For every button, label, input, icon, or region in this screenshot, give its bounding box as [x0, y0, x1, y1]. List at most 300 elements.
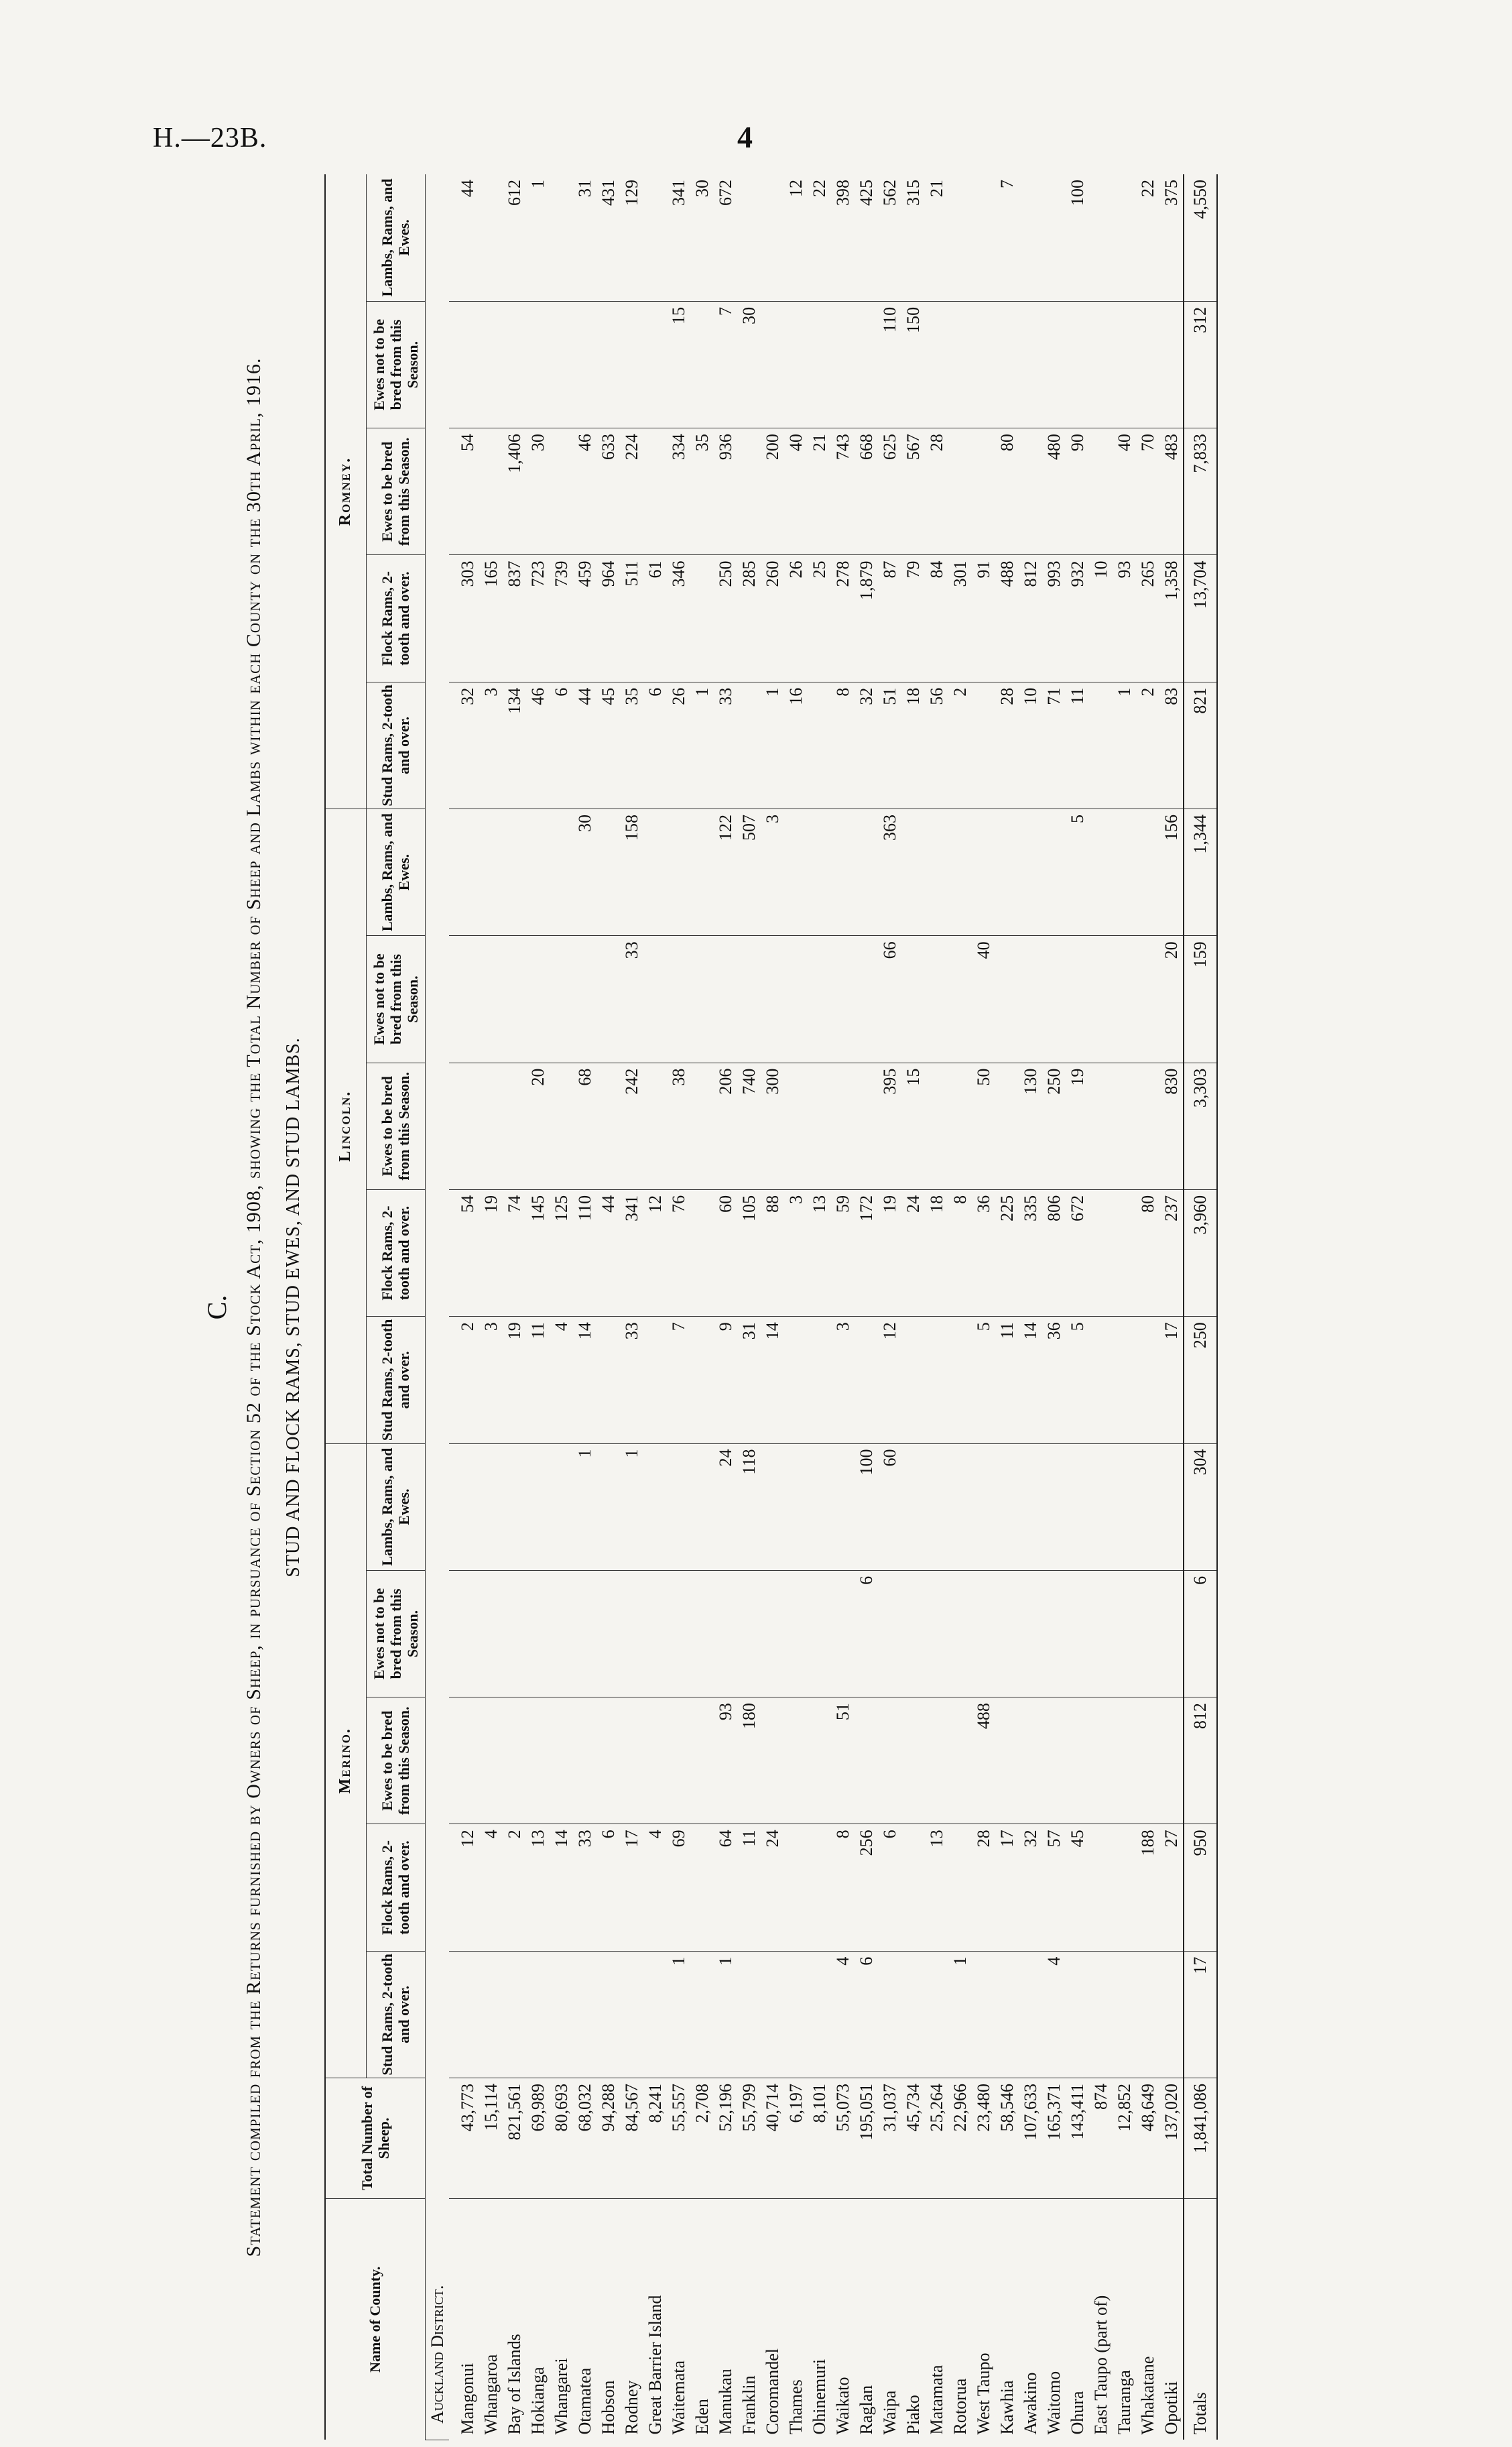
- table-cell: 17: [1159, 1317, 1184, 1443]
- table-cell: 936: [714, 428, 737, 555]
- table-cell: [972, 174, 995, 301]
- header-romney-col-5: Lambs, Rams, and Ewes.: [366, 174, 426, 301]
- table-cell: 25: [808, 555, 831, 682]
- table-cell: [503, 936, 526, 1063]
- table-row: [855, 174, 878, 2440]
- table-cell: 32: [1019, 1824, 1042, 1951]
- table-cell: 60: [878, 1443, 901, 1570]
- table-cell: 19: [1066, 1063, 1089, 1189]
- table-cell: 40: [972, 936, 995, 1063]
- table-cell: [808, 1697, 831, 1824]
- county-name: Whakatane: [1138, 2356, 1158, 2435]
- table-cell: [479, 936, 503, 1063]
- table-cell: 13: [808, 1189, 831, 1316]
- table-cell: [1089, 1189, 1113, 1316]
- table-cell: [948, 1570, 972, 1697]
- table-cell: 110: [573, 1189, 596, 1316]
- table-row: [1113, 174, 1136, 2440]
- table-cell: 180: [737, 1697, 761, 1824]
- table-cell: [1159, 301, 1184, 428]
- table-cell: [808, 1443, 831, 1570]
- table-cell: [1042, 174, 1066, 301]
- table-cell: 36: [972, 1189, 995, 1316]
- table-cell: 33: [620, 936, 643, 1063]
- table-cell: 301: [948, 555, 972, 682]
- table-cell: 55,557: [667, 2078, 690, 2199]
- table-cell: 44: [596, 1189, 620, 1316]
- table-cell: [1113, 809, 1136, 936]
- table-cell: 6: [878, 1824, 901, 1951]
- table-cell: 8: [831, 682, 855, 809]
- county-name: Waikato: [833, 2377, 853, 2435]
- table-cell: [784, 1063, 808, 1189]
- table-cell: [784, 301, 808, 428]
- table-cell: [995, 301, 1019, 428]
- table-cell: [1136, 1063, 1159, 1189]
- table-cell: [831, 1570, 855, 1697]
- county-name: Awakino: [1021, 2372, 1041, 2435]
- table-cell: [503, 1063, 526, 1189]
- table-cell: 93: [1113, 555, 1136, 682]
- table-row: [714, 174, 737, 2440]
- table-cell: [479, 1443, 503, 1570]
- table-cell: 68,032: [573, 2078, 596, 2199]
- table-cell: 122: [714, 809, 737, 936]
- table-cell: [808, 1951, 831, 2078]
- table-cell: [1019, 301, 1042, 428]
- table-cell: 55,073: [831, 2078, 855, 2199]
- table-cell: 1,406: [503, 428, 526, 555]
- table-cell: 19: [878, 1189, 901, 1316]
- table-cell: 1: [667, 1951, 690, 2078]
- table-cell: [808, 301, 831, 428]
- table-cell: [479, 301, 503, 428]
- table-cell: [573, 936, 596, 1063]
- table-cell: 567: [901, 428, 925, 555]
- table-cell: [526, 936, 550, 1063]
- header-lincoln: Lincoln.: [325, 809, 367, 1443]
- table-cell: 425: [855, 174, 878, 301]
- table-cell: [901, 1824, 925, 1951]
- table-row: [1136, 174, 1159, 2440]
- table-cell: [1113, 1443, 1136, 1570]
- table-cell: [948, 936, 972, 1063]
- table-cell: 36: [1042, 1317, 1066, 1443]
- table-cell: 24: [714, 1443, 737, 1570]
- table-cell: 672: [1066, 1189, 1089, 1316]
- table-cell: [1136, 1697, 1159, 1824]
- table-cell: 303: [449, 555, 479, 682]
- table-cell: 8: [831, 1824, 855, 1951]
- table-cell: 80: [1136, 1189, 1159, 1316]
- table-cell: 250: [714, 555, 737, 682]
- table-cell: 821,561: [503, 2078, 526, 2199]
- table-cell: [831, 809, 855, 936]
- table-cell: 56: [925, 682, 948, 809]
- table-cell: [1066, 1697, 1089, 1824]
- table-cell: [503, 1443, 526, 1570]
- table-cell: 964: [596, 555, 620, 682]
- table-cell: [761, 174, 784, 301]
- header-merino: Merino.: [325, 1443, 367, 2078]
- table-row: [526, 174, 550, 2440]
- table-cell: 250: [1042, 1063, 1066, 1189]
- table-cell: [855, 1063, 878, 1189]
- table-cell: 33: [573, 1824, 596, 1951]
- table-cell: 21: [808, 428, 831, 555]
- header-lincoln-col-4: Ewes not to be bred from this Season.: [366, 936, 426, 1063]
- table-cell: 2: [503, 1824, 526, 1951]
- table-cell: [1066, 1951, 1089, 2078]
- table-cell: [948, 1824, 972, 1951]
- table-cell: 44: [449, 174, 479, 301]
- table-cell: 488: [972, 1697, 995, 1824]
- table-cell: [667, 1697, 690, 1824]
- table-cell: [808, 1824, 831, 1951]
- table-cell: 70: [1136, 428, 1159, 555]
- table-cell: 14: [1019, 1317, 1042, 1443]
- table-cell: [855, 1697, 878, 1824]
- table-cell: 1: [714, 1951, 737, 2078]
- table-cell: 52,196: [714, 2078, 737, 2199]
- table-cell: [808, 1063, 831, 1189]
- table-cell: 125: [550, 1189, 573, 1316]
- table-cell: [596, 1697, 620, 1824]
- table-cell: 80: [995, 428, 1019, 555]
- header-lincoln-col-2: Flock Rams, 2-tooth and over.: [366, 1189, 426, 1316]
- table-cell: 335: [1019, 1189, 1042, 1316]
- table-cell: [1019, 174, 1042, 301]
- table-cell: [526, 1443, 550, 1570]
- table-cell: 172: [855, 1189, 878, 1316]
- header-lincoln-col-3: Ewes to be bred from this Season.: [366, 1063, 426, 1189]
- table-cell: 14: [550, 1824, 573, 1951]
- table-cell: [948, 1697, 972, 1824]
- table-cell: 16: [784, 682, 808, 809]
- table-cell: 612: [503, 174, 526, 301]
- table-cell: [550, 1443, 573, 1570]
- table-cell: [550, 936, 573, 1063]
- table-cell: 740: [737, 1063, 761, 1189]
- table-cell: 6: [1184, 1570, 1217, 1697]
- table-cell: 13: [526, 1824, 550, 1951]
- county-name: Waitomo: [1044, 2371, 1064, 2435]
- table-cell: 23,480: [972, 2078, 995, 2199]
- table-cell: 2: [948, 682, 972, 809]
- table-cell: [855, 301, 878, 428]
- table-cell: [550, 301, 573, 428]
- table-cell: [479, 1570, 503, 1697]
- table-cell: [643, 174, 667, 301]
- table-cell: [808, 809, 831, 936]
- table-row: [1066, 174, 1089, 2440]
- table-cell: 3: [479, 1317, 503, 1443]
- table-cell: 30: [737, 301, 761, 428]
- table-cell: 4: [479, 1824, 503, 1951]
- table-cell: [995, 1443, 1019, 1570]
- table-cell: [1089, 936, 1113, 1063]
- county-name: Raglan: [857, 2385, 877, 2435]
- table-cell: 45,734: [901, 2078, 925, 2199]
- table-cell: [479, 174, 503, 301]
- county-name: Waipa: [880, 2390, 900, 2435]
- table-cell: [643, 1443, 667, 1570]
- table-cell: 30: [526, 428, 550, 555]
- table-cell: 38: [667, 1063, 690, 1189]
- table-cell: 488: [995, 555, 1019, 682]
- header-merino-col-5: Lambs, Rams, and Ewes.: [366, 1443, 426, 1570]
- table-cell: [901, 1951, 925, 2078]
- table-cell: 375: [1159, 174, 1184, 301]
- table-cell: [690, 1951, 714, 2078]
- table-cell: 3: [784, 1189, 808, 1316]
- table-cell: [596, 936, 620, 1063]
- table-cell: 278: [831, 555, 855, 682]
- table-cell: [449, 936, 479, 1063]
- table-cell: 11: [995, 1317, 1019, 1443]
- table-cell: 19: [503, 1317, 526, 1443]
- table-cell: 6: [596, 1824, 620, 1951]
- table-cell: 158: [620, 809, 643, 936]
- header-county: Name of County.: [325, 2199, 426, 2440]
- table-cell: [948, 428, 972, 555]
- table-cell: [1136, 1443, 1159, 1570]
- table-cell: 12,852: [1113, 2078, 1136, 2199]
- table-cell: [925, 1951, 948, 2078]
- table-cell: 8,101: [808, 2078, 831, 2199]
- table-cell: [878, 1697, 901, 1824]
- table-cell: 315: [901, 174, 925, 301]
- table-cell: [1113, 1570, 1136, 1697]
- table-cell: 8: [948, 1189, 972, 1316]
- header-romney-col-1: Stud Rams, 2-tooth and over.: [366, 682, 426, 809]
- table-cell: 4: [1042, 1951, 1066, 2078]
- table-cell: 100: [1066, 174, 1089, 301]
- table-row: [784, 174, 808, 2440]
- table-cell: [972, 682, 995, 809]
- table-cell: [690, 1443, 714, 1570]
- table-cell: 51: [878, 682, 901, 809]
- table-cell: 21: [925, 174, 948, 301]
- table-row: [831, 174, 855, 2440]
- table-cell: [1019, 1570, 1042, 1697]
- table-cell: 5: [1066, 809, 1089, 936]
- table-cell: 1,358: [1159, 555, 1184, 682]
- table-cell: 237: [1159, 1189, 1184, 1316]
- table-cell: 830: [1159, 1063, 1184, 1189]
- table-cell: 6,197: [784, 2078, 808, 2199]
- table-cell: [1113, 1063, 1136, 1189]
- table-cell: 80,693: [550, 2078, 573, 2199]
- table-cell: [643, 936, 667, 1063]
- table-cell: [855, 936, 878, 1063]
- table-cell: [737, 1951, 761, 2078]
- table-cell: [1136, 936, 1159, 1063]
- district-label: Auckland District.: [426, 174, 450, 2440]
- table-cell: 18: [901, 682, 925, 809]
- table-cell: 8,241: [643, 2078, 667, 2199]
- table-cell: [1136, 1317, 1159, 1443]
- table-cell: 3,303: [1184, 1063, 1217, 1189]
- page-reference: H.—23B.: [153, 123, 267, 154]
- county-name: Franklin: [739, 2375, 759, 2435]
- table-row: [761, 174, 784, 2440]
- table-cell: 250: [1184, 1317, 1217, 1443]
- table-cell: 459: [573, 555, 596, 682]
- table-row: [1089, 174, 1113, 2440]
- table-cell: 24: [761, 1824, 784, 1951]
- table-cell: 60: [714, 1189, 737, 1316]
- table-cell: 76: [667, 1189, 690, 1316]
- table-cell: 932: [1066, 555, 1089, 682]
- table-cell: 562: [878, 174, 901, 301]
- table-cell: [925, 1063, 948, 1189]
- table-cell: [878, 1951, 901, 2078]
- table-cell: [573, 1951, 596, 2078]
- table-cell: 346: [667, 555, 690, 682]
- table-cell: 46: [573, 428, 596, 555]
- county-name: Whangaroa: [481, 2354, 501, 2435]
- table-row: [925, 174, 948, 2440]
- table-cell: [925, 809, 948, 936]
- table-cell: 50: [972, 1063, 995, 1189]
- table-cell: [449, 1570, 479, 1697]
- table-cell: 13: [925, 1824, 948, 1951]
- table-cell: 40: [1113, 428, 1136, 555]
- header-total-sheep: Total Number of Sheep.: [325, 2078, 426, 2199]
- table-cell: [690, 1570, 714, 1697]
- table-cell: [948, 1317, 972, 1443]
- table-cell: [449, 1063, 479, 1189]
- table-row: [643, 174, 667, 2440]
- table-cell: [550, 1063, 573, 1189]
- table-row: [808, 174, 831, 2440]
- rotated-statement: [201, 174, 1247, 2440]
- table-cell: [573, 301, 596, 428]
- header-romney-col-3: Ewes to be bred from this Season.: [366, 428, 426, 555]
- table-cell: 12: [449, 1824, 479, 1951]
- table-cell: [550, 1570, 573, 1697]
- table-cell: [972, 1443, 995, 1570]
- table-row: [479, 174, 503, 2440]
- table-cell: 874: [1089, 2078, 1113, 2199]
- table-cell: 150: [901, 301, 925, 428]
- table-cell: [479, 1697, 503, 1824]
- table-cell: 806: [1042, 1189, 1066, 1316]
- table-row: [690, 174, 714, 2440]
- table-cell: 7: [995, 174, 1019, 301]
- table-cell: [995, 1697, 1019, 1824]
- table-cell: [1113, 1189, 1136, 1316]
- table-cell: [1159, 1570, 1184, 1697]
- table-cell: [714, 1570, 737, 1697]
- table-cell: 20: [1159, 936, 1184, 1063]
- table-cell: 206: [714, 1063, 737, 1189]
- table-cell: 242: [620, 1063, 643, 1189]
- table-cell: 341: [620, 1189, 643, 1316]
- table-cell: [901, 1317, 925, 1443]
- table-cell: 3: [831, 1317, 855, 1443]
- table-cell: [784, 1697, 808, 1824]
- header-lincoln-col-5: Lambs, Rams, and Ewes.: [366, 809, 426, 936]
- table-cell: [737, 1570, 761, 1697]
- table-cell: 110: [878, 301, 901, 428]
- table-cell: 31,037: [878, 2078, 901, 2199]
- table-cell: [620, 1570, 643, 1697]
- table-cell: [550, 428, 573, 555]
- table-cell: 145: [526, 1189, 550, 1316]
- table-cell: [1042, 936, 1066, 1063]
- table-cell: [948, 1063, 972, 1189]
- table-cell: [1089, 682, 1113, 809]
- table-cell: 105: [737, 1189, 761, 1316]
- county-name: West Taupo: [974, 2352, 994, 2435]
- table-cell: 59: [831, 1189, 855, 1316]
- table-cell: 19: [479, 1189, 503, 1316]
- table-cell: [643, 1697, 667, 1824]
- table-row: [1042, 174, 1066, 2440]
- table-cell: [479, 1063, 503, 1189]
- table-cell: 12: [784, 174, 808, 301]
- table-cell: 188: [1136, 1824, 1159, 1951]
- table-cell: 130: [1019, 1063, 1042, 1189]
- table-cell: [690, 1824, 714, 1951]
- table-cell: 93: [714, 1697, 737, 1824]
- county-name: Tauranga: [1115, 2370, 1135, 2435]
- table-cell: [972, 809, 995, 936]
- header-merino-col-4: Ewes not to be bred from this Season.: [366, 1570, 426, 1697]
- table-cell: 134: [503, 682, 526, 809]
- table-cell: 3: [479, 682, 503, 809]
- table-cell: [596, 1570, 620, 1697]
- table-cell: 4: [643, 1824, 667, 1951]
- county-name: Whangarei: [552, 2358, 572, 2435]
- table-cell: [620, 301, 643, 428]
- table-cell: [690, 1317, 714, 1443]
- table-cell: 224: [620, 428, 643, 555]
- table-cell: 40,714: [761, 2078, 784, 2199]
- table-cell: 13,704: [1184, 555, 1217, 682]
- table-cell: 480: [1042, 428, 1066, 555]
- table-cell: 1: [526, 174, 550, 301]
- table-cell: [995, 1951, 1019, 2078]
- table-cell: 14: [573, 1317, 596, 1443]
- table-cell: 17: [620, 1824, 643, 1951]
- table-cell: 30: [690, 174, 714, 301]
- table-cell: [855, 809, 878, 936]
- table-cell: [901, 1697, 925, 1824]
- table-cell: [1089, 809, 1113, 936]
- table-cell: [925, 1570, 948, 1697]
- table-cell: 200: [761, 428, 784, 555]
- table-cell: [972, 301, 995, 428]
- table-cell: [449, 301, 479, 428]
- table-cell: 12: [643, 1189, 667, 1316]
- table-cell: 6: [855, 1951, 878, 2078]
- table-cell: [573, 1697, 596, 1824]
- table-cell: 118: [737, 1443, 761, 1570]
- table-cell: [643, 809, 667, 936]
- county-name: Rodney: [622, 2380, 642, 2435]
- table-cell: 107,633: [1019, 2078, 1042, 2199]
- table-cell: 300: [761, 1063, 784, 1189]
- table-row: [737, 174, 761, 2440]
- table-cell: 7: [667, 1317, 690, 1443]
- table-cell: 28: [995, 682, 1019, 809]
- table-cell: [925, 1697, 948, 1824]
- table-cell: [1042, 301, 1066, 428]
- table-cell: 57: [1042, 1824, 1066, 1951]
